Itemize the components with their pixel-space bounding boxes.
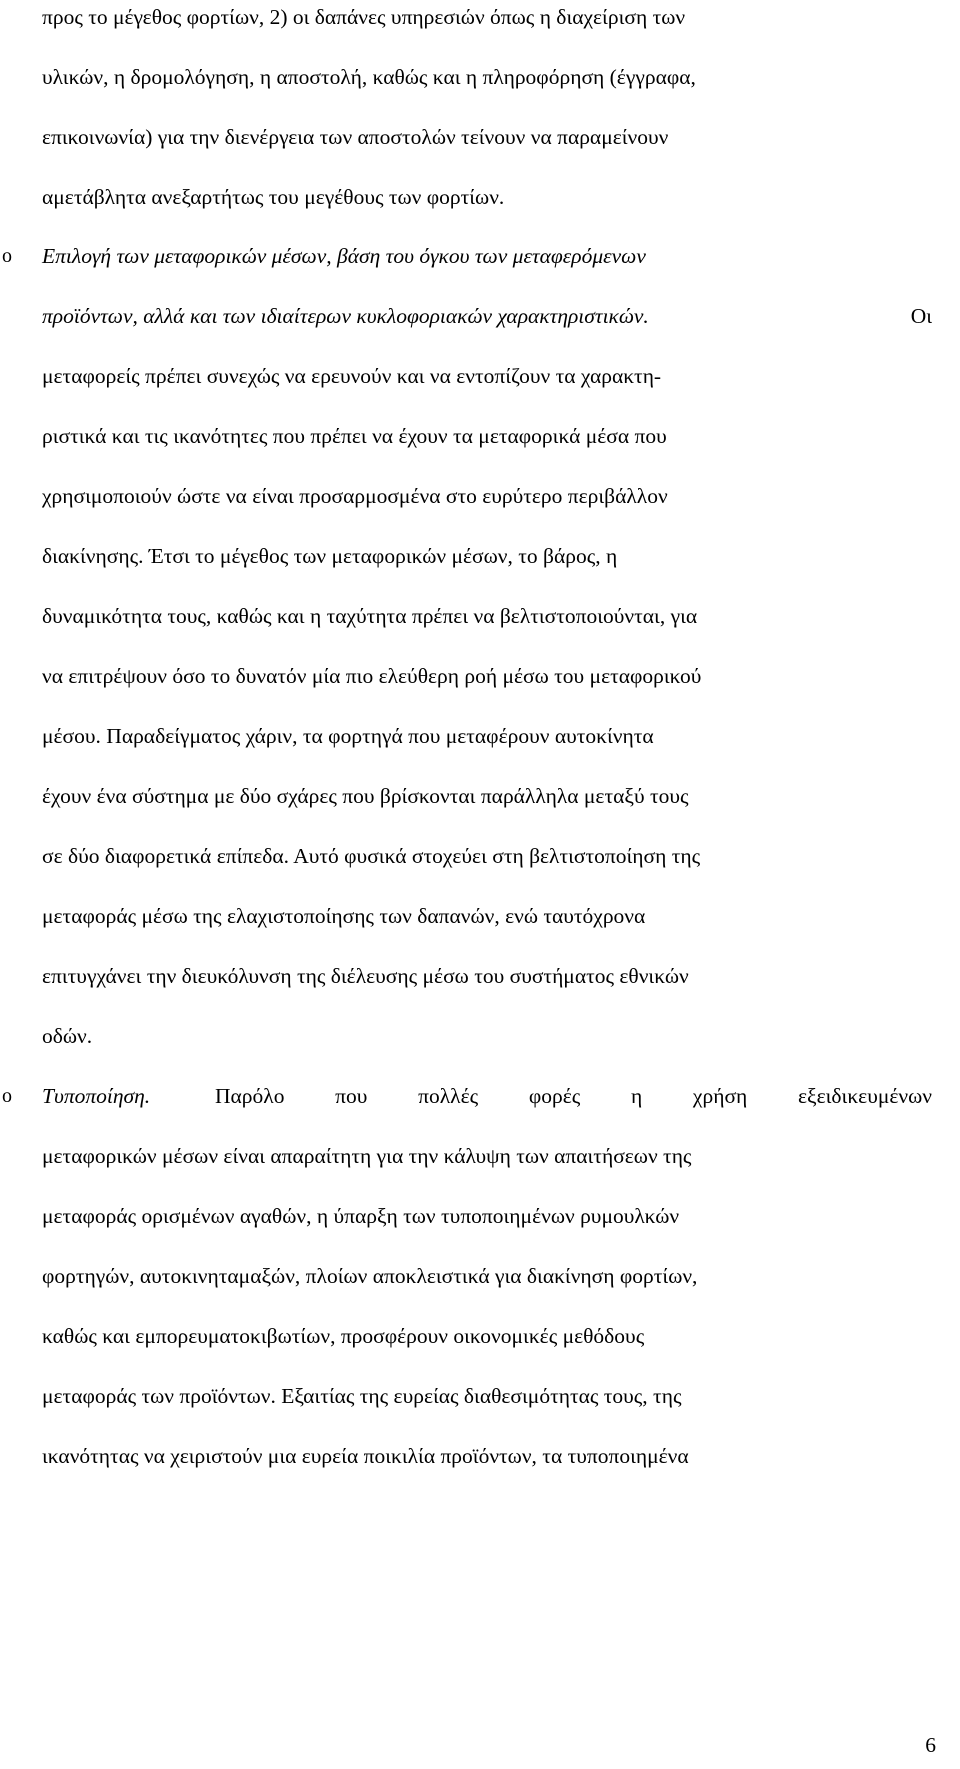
text-line: προς το μέγεθος φορτίων, 2) οι δαπάνες υπηρεσιών όπως η διαχείριση των xyxy=(42,5,686,29)
text-line: μεταφορικών μέσων είναι απαραίτητη για την κάλυψη των απαιτήσεων της xyxy=(42,1144,692,1168)
text-line: χρησιμοποιούν ώστε να είναι προσαρμοσμένα στο ευρύτερο περιβάλλον xyxy=(42,484,668,508)
text-line: μεταφοράς μέσω της ελαχιστοποίησης των δαπανών, ενώ ταυτόχρονα xyxy=(42,904,646,928)
bullet-marker: o xyxy=(2,1085,12,1107)
item-title-text: Τυποποίηση. xyxy=(42,1084,151,1108)
text-fragment: Παρόλο που πολλές φορές η χρήση εξειδικευμένων xyxy=(215,1084,932,1108)
text-line: αμετάβλητα ανεξαρτήτως του μεγέθους των φορτίων. xyxy=(42,185,505,209)
text-line: μεταφορείς πρέπει συνεχώς να ερευνούν και να εντοπίζουν τα χαρακτη- xyxy=(42,364,662,388)
item-title-line xyxy=(42,1083,932,1109)
text-line: επιτυγχάνει την διευκόλυνση της διέλευσης μέσω του συστήματος εθνικών xyxy=(42,964,689,988)
item-title-line xyxy=(42,303,932,329)
text-line: ικανότητας να χειριστούν μια ευρεία ποικιλία προϊόντων, τα τυποποιημένα xyxy=(42,1444,689,1468)
item-title-text: προϊόντων, αλλά και των ιδιαίτερων κυκλοφοριακών χαρακτηριστικών. xyxy=(42,304,649,328)
text-line: επικοινωνία) για την διενέργεια των αποστολών τείνουν να παραμείνουν xyxy=(42,125,669,149)
text-line: έχουν ένα σύστημα με δύο σχάρες που βρίσκονται παράλληλα μεταξύ τους xyxy=(42,784,689,808)
text-line: να επιτρέψουν όσο το δυνατόν μία πιο ελεύθερη ροή μέσω του μεταφορικού xyxy=(42,664,702,688)
text-line: σε δύο διαφορετικά επίπεδα. Αυτό φυσικά στοχεύει στη βελτιστοποίηση της xyxy=(42,844,701,868)
text-line: καθώς και εμπορευματοκιβωτίων, προσφέρουν οικονομικές μεθόδους xyxy=(42,1324,645,1348)
text-line: διακίνησης. Έτσι το μέγεθος των μεταφορικών μέσων, το βάρος, η xyxy=(42,544,618,568)
text-line: υλικών, η δρομολόγηση, η αποστολή, καθώς και η πληροφόρηση (έγγραφα, xyxy=(42,65,696,89)
text-line: φορτηγών, αυτοκινηταμαξών, πλοίων αποκλειστικά για διακίνηση φορτίων, xyxy=(42,1264,698,1288)
text-line: μέσου. Παραδείγματος χάριν, τα φορτηγά που μεταφέρουν αυτοκίνητα xyxy=(42,724,654,748)
text-line: δυναμικότητα τους, καθώς και η ταχύτητα πρέπει να βελτιστοποιούνται, για xyxy=(42,604,698,628)
text-fragment: Οι xyxy=(910,304,932,328)
text-line: μεταφοράς ορισμένων αγαθών, η ύπαρξη των τυποποιημένων ρυμουλκών xyxy=(42,1204,680,1228)
page-number: 6 xyxy=(925,1733,936,1757)
bullet-marker: o xyxy=(2,245,12,267)
text-line: οδών. xyxy=(42,1024,93,1048)
text-line: ριστικά και τις ικανότητες που πρέπει να έχουν τα μεταφορικά μέσα που xyxy=(42,424,667,448)
text-line: μεταφοράς των προϊόντων. Εξαιτίας της ευρείας διαθεσιμότητας τους, της xyxy=(42,1384,682,1408)
item-title-line: Επιλογή των μεταφορικών μέσων, βάση του όγκου των μεταφερόμενων xyxy=(42,244,646,268)
